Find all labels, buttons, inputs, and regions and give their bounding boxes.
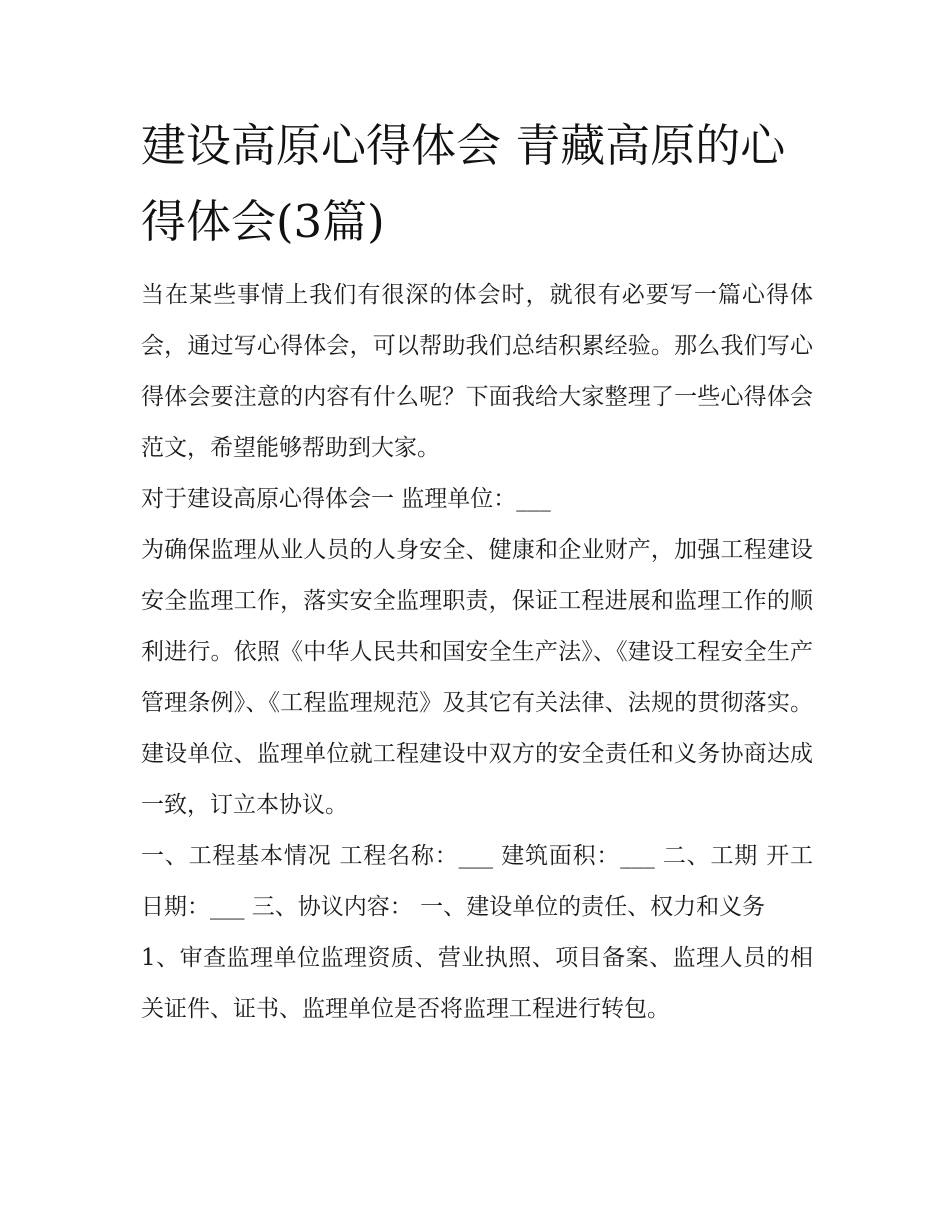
document-page (141, 108, 813, 1035)
paragraph-project-info: 一、工程基本情况 工程名称：___ 建筑面积：___ 二、工期 开工日期：___ 三、协议内容： 一、建设单位的责任、权力和义务 (141, 843, 813, 920)
title-spacer (141, 260, 813, 270)
paragraph-purpose: 为确保监理从业人员的人身安全、健康和企业财产，加强工程建设安全监理工作，落实安全监理职责，保证工程进展和监理工作的顺利进行。依照《中华人民共和国安全生产法》、《建设工程安全生产管理条例》、《工程监理规范》及其它有关法律、法规的贯彻落实。建设单位、监理单位就工程建设中双方的安全责任和义务协商达成一致，订立本协议。 (141, 537, 813, 818)
paragraph-intro: 当在某些事情上我们有很深的体会时，就很有必要写一篇心得体会，通过写心得体会，可以帮助我们总结积累经验。那么我们写心得体会要注意的内容有什么呢？下面我给大家整理了一些心得体会范文，希望能够帮助到大家。 (141, 282, 813, 461)
paragraph-item-1: 1、审查监理单位监理资质、营业执照、项目备案、监理人员的相关证件、证书、监理单位是否将监理工程进行转包。 (141, 945, 813, 1022)
paragraph-section-heading: 对于建设高原心得体会一 监理单位：___ (141, 486, 551, 512)
document-title: 建设高原心得体会 青藏高原的心得体会(3篇) (141, 119, 786, 248)
